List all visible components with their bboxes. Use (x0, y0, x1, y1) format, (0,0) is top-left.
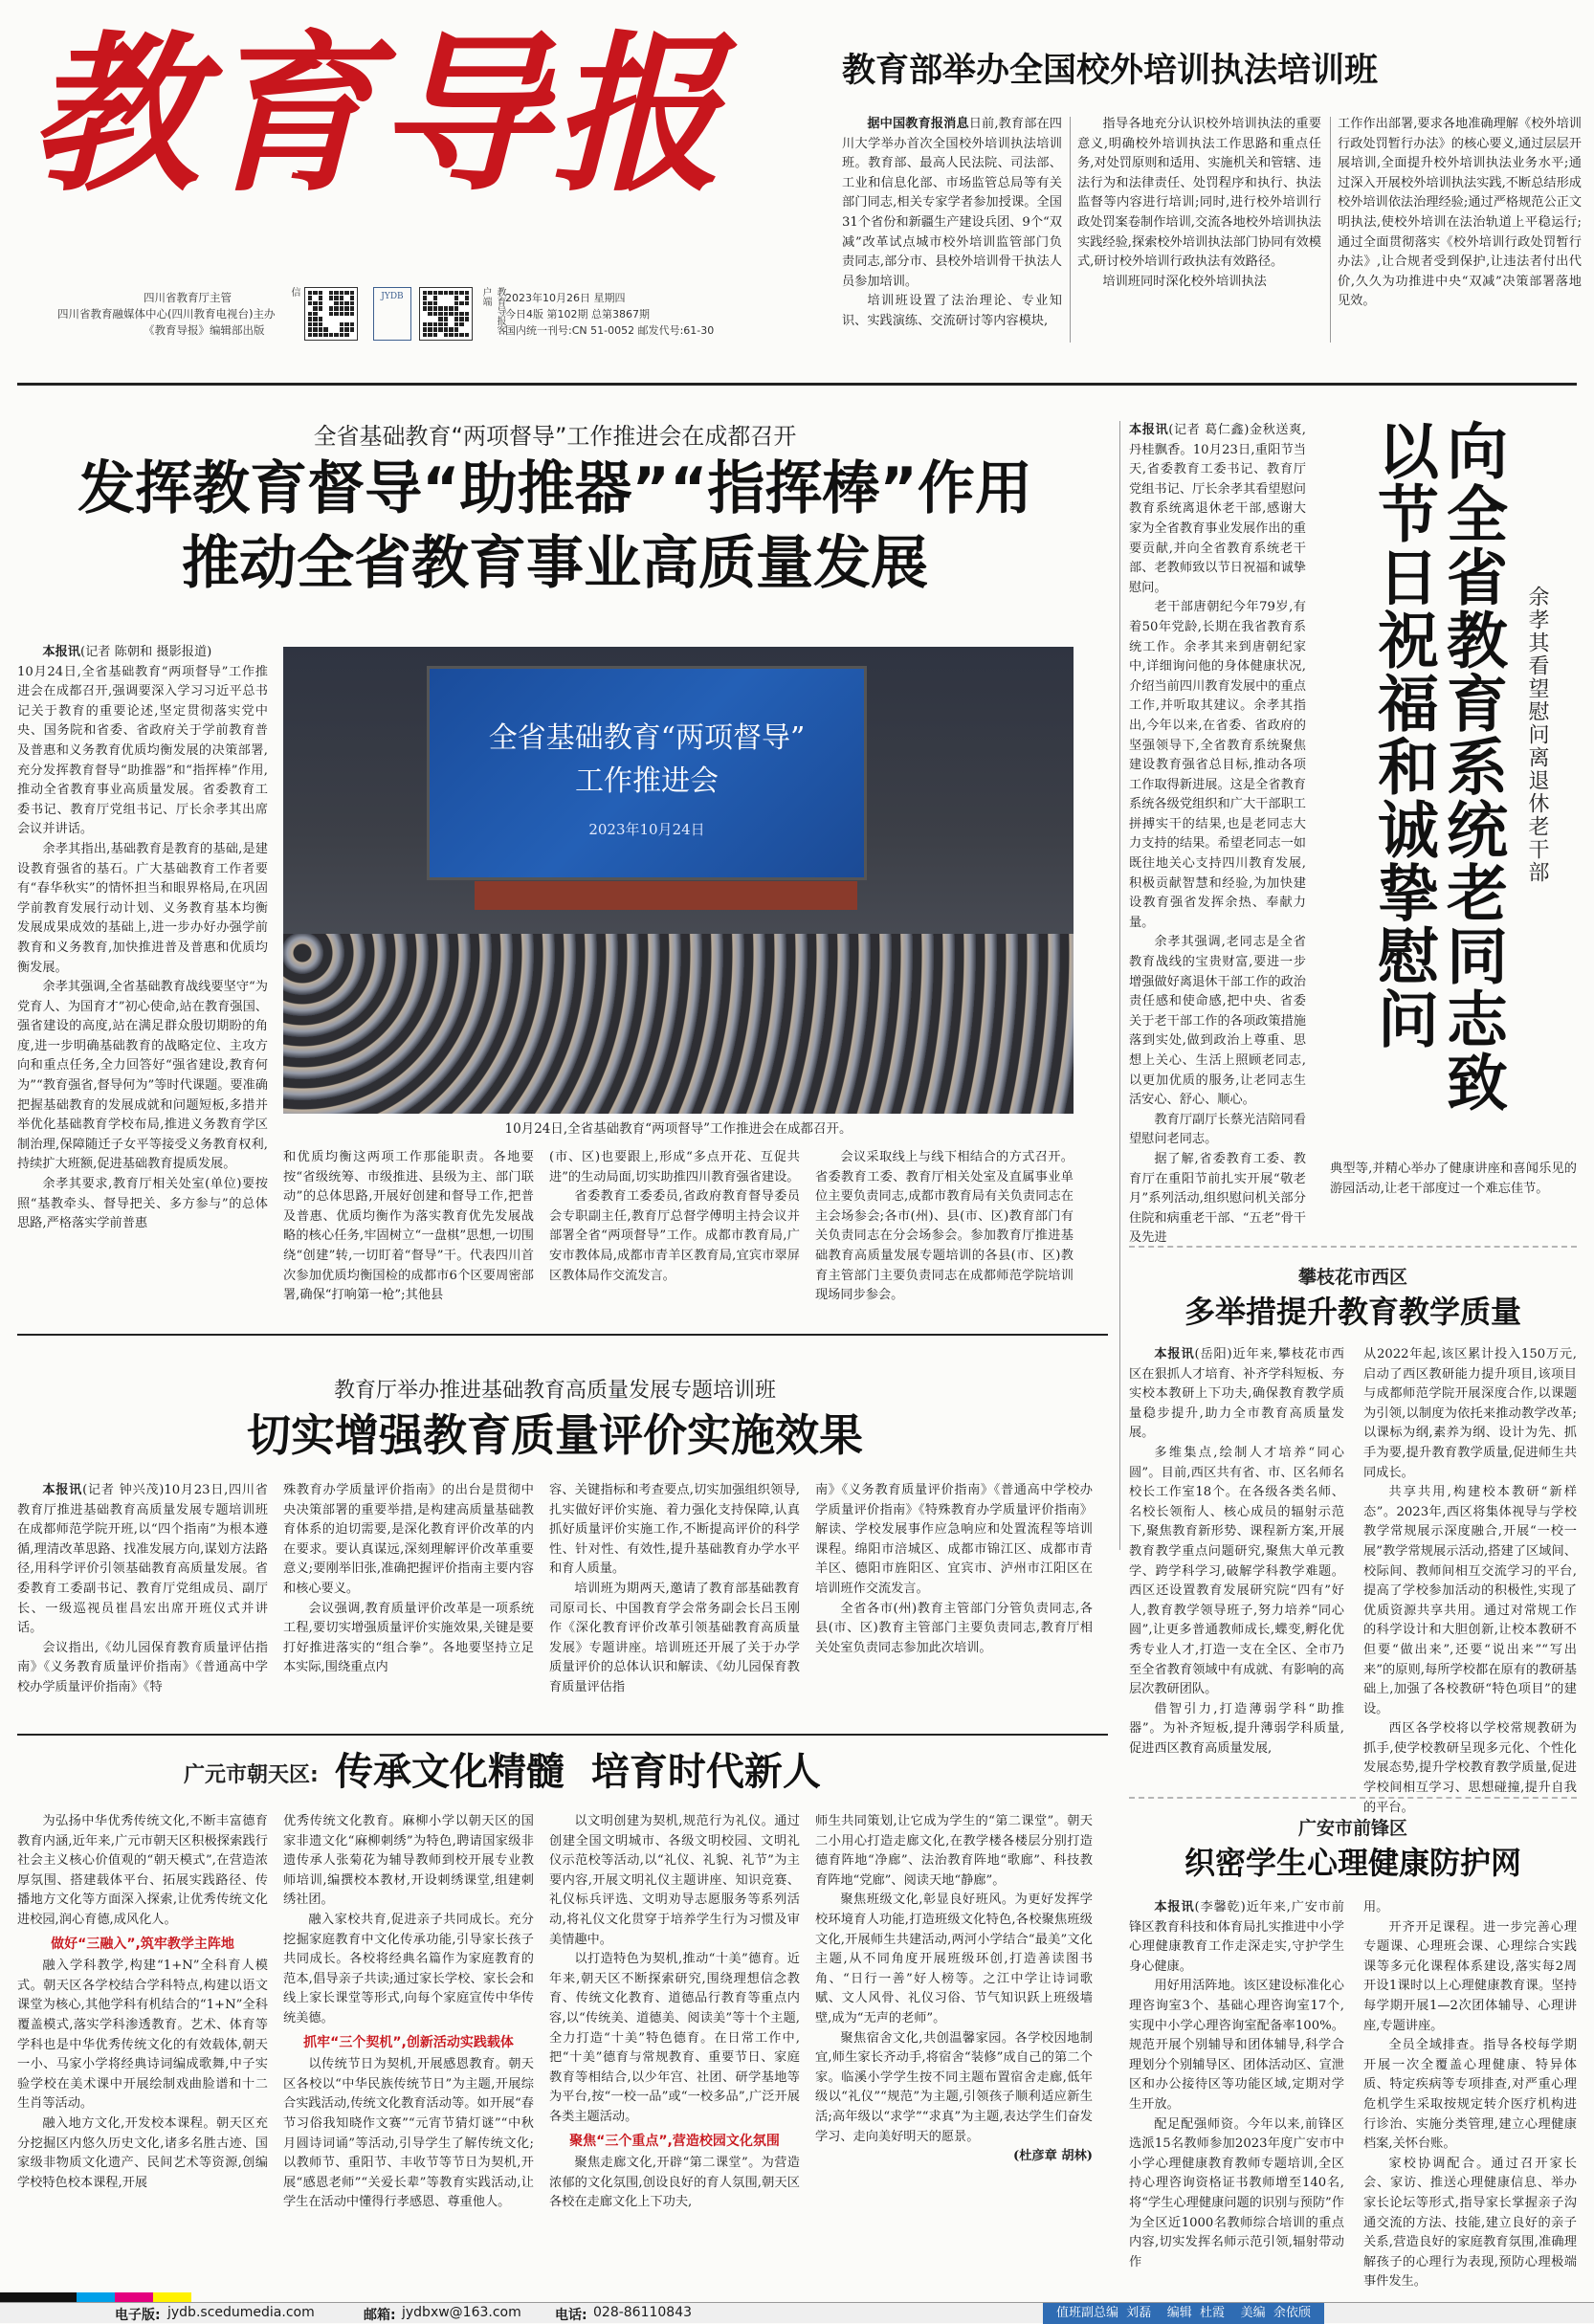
guangyuan-text-2b: 融入家校共育,促进亲子共同成长。充分挖掘家庭教育中文化传承功能,引导家长孩子共同成长。各校将经典名篇作为家庭教育的范本,倡导亲子共读;通过家长学校、家长会和线上家长课堂等形式,向每个家庭宣传中华传统美德。 (283, 1912, 534, 2025)
retiree-text-6: 典型等,并精心举办了健康讲座和喜闻乐见的游园活动,让老干部度过一个难忘佳节。 (1330, 1162, 1577, 1196)
sponsor-line-1: 四川省教育厅主管 (144, 291, 232, 304)
footer-phone-label: 电话: (555, 2308, 587, 2323)
panzhihua-text-2c: 西区各学校将以学校常规教研为抓手,使学校教研呈现多元化、个性化发展态势,提升学校教育教学质量,促进学校间相互学习、思想碰撞,提升自我的平台。 (1363, 1721, 1577, 1815)
panzhihua-col-2 (1363, 1345, 1577, 1815)
lead-byline-rest: (记者 陈朝和 摄影报道) (79, 645, 212, 659)
retiree-vertical-subtitle: 余孝其看望慰问离退休老干部 (1525, 586, 1549, 884)
top-story-text-3: 工作作出部署,要求各地准确理解《校外培训行政处罚暂行办法》的核心要义,通过层层开展培训,全面提升校外培训执法业务水平;通过深入开展校外培训执法实践,不断总结形成校外培训依法治理经验;通过严格规范公正文明执法,使校外培训在法治轨道上平稳运行;通过全面贯彻落实《校外培训行政处罚暂行办法》,让合规者受到保护,让违法者付出代价,久久为功推进中央“双减”决策部署落地见效。 (1338, 117, 1583, 309)
panzhihua-text-1b: 多维集点,绘制人才培养“同心圆”。目前,西区共有省、市、区名师名校长工作室18个。在各级各类名师、名校长领衔人、核心成员的辐射示范下,聚焦教育新形势、课程新方案,开展教育教学重点问题研究,聚焦大单元教学、跨学科学习,破解学科教学难题。西区还设置教育发展研究院“四有”好人,教育教学领导班子,努力培养“同心圆”,让更多普通教师成长,蝶变,孵化优秀专业人才,打造一支在全区、全市乃至全省教育领域中有成就、有影响的高层次教研团队。 (1129, 1445, 1344, 1697)
lead-text-3: (市、区)也要跟上,形成“多点开花、互促共进”的生动局面,切实助推四川教育强省建设。 (549, 1150, 800, 1184)
training-headline: 切实增强教育质量评价实施效果 (247, 1409, 863, 1461)
training-text-4b: 全省各市(州)教育主管部门分管负责同志,各县(市、区)教育主管部门主要负责同志,教育厅相关处室负责同志参加此次培训。 (815, 1601, 1093, 1655)
guangyuan-text-4c: 聚焦宿舍文化,共创温馨家园。各学校因地制宜,师生家长齐动手,将宿舍“装修”成自己的第二个家。临溪小学学生按不同主题布置宿舍走廊,低年级以“礼仪”“规范”为主题,引领孩子顺利适应新生活;高年级以“求学”“求真”为主题,表达学生们奋发学习、走向美好明天的愿景。 (815, 2030, 1093, 2144)
lead-text-1c: 余孝其强调,全省基础教育战线要坚守“为党育人、为国育才”初心使命,站在教育强国、强省建设的高度,站在满足群众殷切期盼的角度,进一步明确基础教育的战略定位、主攻方向和重点任务,全力回答好“强省建设,教育何为”“教育强省,督导何为”等时代课题。要准确把握基础教育的发展成就和问题短板,多措并举优化基础教育学校布局,推进义务教育学区制治理,保障随迁子女平等接受义务教育权利,持续扩大班额,促进基础教育提质发展。 (17, 980, 268, 1172)
guangan-col-1 (1129, 1898, 1344, 2269)
guangan-text-2d: 家校协调配合。通过召开家长会、家访、推送心理健康信息、举办家长论坛等形式,指导家长掌握亲子沟通交流的方法、技能,建立良好的亲子关系,营造良好的家庭教育氛围,准确理解孩子的心理行为表现,预防心理极端事件发生。 (1363, 2156, 1577, 2290)
lead-col-3 (549, 1148, 800, 1320)
guangyuan-subhead-2: 抓牢“三个契机”,创新活动实践载体 (303, 2034, 514, 2050)
training-kicker: 教育厅举办推进基础教育高质量发展专题培训班 (333, 1379, 776, 1403)
retiree-text-5: 据了解,省委教育工委、教育厅在重阳节前扎实开展“敬老月”系列活动,组织慰问机关部分住院和病重老干部、“五老”骨干及先进 (1129, 1151, 1306, 1246)
training-text-2: 殊教育办学质量评价指南》的出台是贯彻中央决策部署的重要举措,是构建高质量基础教育体系的迫切需要,是深化教育评价改革的内在要求。要认真谋远,深刻理解评价改革重要意义;要刚举旧张,准确把握评价指南主要内容和核心要义。 (283, 1483, 534, 1596)
footer-website-label: 电子版: (115, 2308, 161, 2323)
training-text-1: 10月23日,四川省教育厅推进基础教育高质量发展专题培训班在成都师范学院开班,以“四个指南”为根本遵循,理清改革思路、找准发展方向,谋划方法路径,用科学评价引领基础教育高质量发展。省委教育工委副书记、教育厅党组成员、副厅长、一级巡视员崔昌宏出席开班仪式并讲话。 (17, 1483, 268, 1636)
training-text-4: 南》《义务教育质量评价指南》《普通高中学校办学质量评价指南》《特殊教育办学质量评价指南》解读、学校发展事作应急响应和处置流程等培训课程。绵阳市涪城区、成都市锦江区、成都市青羊区、德阳市旌阳区、宜宾市、泸州市江阳区在培训班作交流发言。 (815, 1483, 1093, 1596)
guangyuan-subhead-1: 做好“三融入”,筑牢教学主阵地 (51, 1936, 234, 1952)
sponsor-line-3: 《教育导报》编辑部出版 (144, 323, 265, 337)
top-story-text-1b: 培训班设置了法治理论、专业知识、实践演练、交流研讨等内容模块, (842, 294, 1062, 328)
training-col-2 (283, 1481, 534, 1722)
lead-text-2: 和优质均衡这两项工作那能职责。各地要按“省级统筹、市级推进、县级为主、部门联动”的总体思路,开展好创建和督导工作,把普及普惠、优质均衡作为落实教育优先发展战略的核心任务,牢固树立“一盘棋”思想,一切围绕“创建”转,一切盯着“督导”干。代表四川首次参加优质均衡国检的成都市6个区要周密部署,确保“打响第一枪”;其他县 (283, 1150, 534, 1303)
guangyuan-col-3 (549, 1812, 800, 2268)
guangan-headline: 织密学生心理健康防护网 (1184, 1845, 1521, 1881)
lead-headline-line-2: 推动全省教育事业高质量发展 (182, 530, 928, 597)
photo-screen-date: 2023年10月24日 (588, 821, 705, 838)
footer-website[interactable]: jydb.scedumedia.com (167, 2305, 315, 2320)
guangyuan-col-2 (283, 1812, 534, 2268)
photo-caption: 10月24日,全省基础教育“两项督导”工作推进会在成都召开。 (504, 1121, 852, 1137)
lead-col-2 (283, 1148, 534, 1320)
guangan-kicker: 广安市前锋区 (1297, 1818, 1407, 1839)
training-col-3 (549, 1481, 800, 1722)
publication-codes: 国内统一刊号:CN 51-0052 邮发代号:61-30 (505, 324, 715, 337)
lead-text-4: 会议采取线上与线下相结合的方式召开。省委教育工委、教育厅相关处室及直属事业单位主要负责同志,成都市教育局有关负责同志在主会场参会;各市(州)、县(市、区)教育部门有关负责同志在分会场参会。参加教育厅推进基础教育高质量发展专题培训的各县(市、区)教育主管部门主要负责同志在成都师范学院培训现场同步参会。 (815, 1150, 1074, 1303)
retiree-byline-rest: (记者 葛仁鑫) (1168, 423, 1250, 437)
photo-screen-title-2: 工作推进会 (575, 764, 719, 798)
masthead (0, 0, 832, 383)
retiree-text-3: 余孝其强调,老同志是全省教育战线的宝贵财富,要进一步增强做好离退休干部工作的政治责任感和使命感,把中央、省委关于老干部工作的各项政策措施落到实处,做到政治上尊重、思想上关心、生活上照顾老同志,以更加优质的服务,让老同志生活安心、舒心、顺心。 (1129, 935, 1306, 1108)
guangyuan-subhead-3: 聚焦“三个重点”,营造校园文化氛围 (569, 2133, 780, 2149)
lead-col-1 (17, 643, 268, 1320)
sponsor-line-2: 四川省教育融媒体中心(四川教育电视台)主办 (57, 307, 276, 321)
retiree-text-2: 老干部唐朝纪今年79岁,有着50年党龄,长期在我省教育系统工作。余孝其来到唐朝纪家中,详细询问他的身体健康状况,介绍当前四川教育发展中的重点工作,并听取其建议。余孝其指出,今年以来,在省委、省政府的坚强领导下,全省教育系统聚焦建设教育强省总目标,推动各项工作取得新进展。这是全省教育系统各级党组织和广大干部职工拼搏实干的结果,也是老同志大力支持的结果。希望老同志一如既往地关心支持四川教育发展,积极贡献智慧和经验,为加快建设教育强省发挥余热、奉献力量。 (1129, 600, 1306, 930)
panzhihua-text-2b: 共享共用,构建校本教研“新样态”。2023年,西区将集体视导与学校教学常规展示深度融合,开展“一校一展”教学常规展示活动,搭建了区域间、校际间、教师间相互交流学习的平台,提高了学校参加活动的积极性,实现了优质资源共享共用。通过对常规工作的科学设计和大胆创新,让校本教研不但要“做出来”,还要“说出来”“写出来”的原则,每所学校都在原有的教研基础上,加强了各校教研“特色项目”的建设。 (1363, 1485, 1577, 1716)
guangyuan-text-3b: 以打造特色为契机,推动“十美”德育。近年来,朝天区不断探索研究,围绕理想信念教育、传统文化教育、道德品行教育等重点内容,以“传统美、道德美、阅读美”等十个主题,全力打造“十美”特色德育。在日常工作中,把“十美”德育与常规教育、重要节日、家庭教育等相结合,以少年宫、社团、研学基地等为平台,按“一校一品”或“一校多品”,广泛开展各类主题活动。 (549, 1952, 800, 2124)
retiree-col (1129, 421, 1307, 1246)
masthead-title: 教育导报 (29, 14, 725, 214)
lead-byline: 本报讯 (42, 645, 80, 659)
panzhihua-byline-rest: (岳阳) (1194, 1347, 1232, 1361)
training-byline: 本报讯 (42, 1483, 83, 1497)
logo-text: JYDB (381, 292, 404, 301)
training-text-3: 容、关键指标和考查要点,切实加强组织领导,扎实做好评价实施、着力强化支持保障,认真抓好质量评价实施工作,不断提高评价的科学性、针对性、有效性,提升基础教育办学水平和育人质量。 (549, 1483, 800, 1577)
guangan-text-1c: 配足配强师资。今年以来,前锋区选派15名教师参加2023年度广安市中小学心理健康教育教师专题培训,全区持心理咨询资格证书教师增至140名,将“学生心理健康问题的识别与预防”作为全区近1000名教师综合培训的重点内容,切实发挥名师示范引领,辐射带动作 (1129, 2116, 1344, 2269)
guangan-text-1b: 用好用活阵地。该区建设标准化心理咨询室3个、基础心理咨询室17个,实现中小学心理咨询室配备率100%。规范开展个别辅导和团体辅导,科学合理划分个别辅导区、团体活动区、宣泄区和办公接待区等功能区域,定期对学生开放。 (1129, 1979, 1344, 2112)
panzhihua-text-1: 近年来,攀枝花市西区在狠抓人才培育、补齐学科短板、夯实校本教研上下功夫,确保教育教学质量稳步提升,助力全市教育高质量发展。 (1129, 1347, 1344, 1441)
panzhihua-kicker: 攀枝花市西区 (1297, 1267, 1407, 1288)
guangyuan-author: (杜彦章 胡林) (1012, 2149, 1093, 2164)
lead-kicker: 全省基础教育“两项督导”工作推进会在成都召开 (313, 423, 797, 450)
top-story-text-1: 日前,教育部在四川大学举办首次全国校外培训执法培训班。教育部、最高人民法院、司法部、工业和信息化部、市场监管总局等有关部门同志,相关专家学者参加授课。全国31个省份和新疆生产建设兵团、9个“双减”改革试点城市校外培训监管部门负责同志,部分市、县校外培训骨干执法人员参加培训。 (842, 117, 1062, 289)
guangyuan-text-2: 优秀传统文化教育。麻柳小学以朝天区的国家非遗文化“麻柳刺绣”为特色,聘请国家级非遗传承人张菊花为辅导教师到校开展专业教师培训,编撰校本教材,开设刺绣课堂,组建刺绣社团。 (283, 1814, 534, 1908)
training-text-1b: 会议指出,《幼儿园保育教育质量评估指南》《义务教育质量评价指南》《普通高中学校办学质量评价指南》《特 (17, 1640, 268, 1694)
retiree-vertical-headline (1368, 419, 1506, 1165)
qr-label-1: 信 (289, 287, 299, 297)
issue-date: 2023年10月26日 星期四 (505, 292, 626, 304)
guangan-byline-rest: (李馨乾) (1194, 1900, 1246, 1915)
top-story-headline: 教育部举办全国校外培训执法培训班 (842, 52, 1379, 90)
lead-text-1b: 余孝其指出,基础教育是教育的基础,是建设教育强省的基石。广大基础教育工作者要有“春华秋实”的情怀担当和眼界格局,在巩固学前教育发展行动计划、义务教育基本均衡发展成果成效的基础上,进一步办好办强学前教育和义务教育,加快推进普及普惠和优质均衡发展。 (17, 841, 268, 975)
footer-phone: 028-86110843 (593, 2305, 693, 2320)
guangan-byline: 本报讯 (1154, 1900, 1195, 1915)
footer-email[interactable]: jydbxw@163.com (402, 2305, 521, 2320)
top-story-col-2 (1077, 115, 1321, 344)
guangyuan-headline: 传承文化精髓 培育时代新人 (335, 1750, 821, 1794)
guangyuan-kicker: 广元市朝天区: (184, 1763, 319, 1787)
panzhihua-text-2: 从2022年起,该区累计投入150万元,启动了西区教研能力提升项目,该项目与成都师范学院开展深度合作,以课题为引领,以制度为依托来推动教学改革;以课标为纲,素养为纲、设计为先、抓手为要,提升教育教学质量,促进师生共同成长。 (1363, 1347, 1577, 1480)
guangyuan-text-1c: 融入地方文化,开发校本课程。朝天区充分挖掘区内悠久历史文化,诸多名胜古迹、国家级非物质文化遗产、民间艺术等资源,创编学校特色校本课程,开展 (17, 2115, 268, 2190)
app-qr-code (419, 287, 473, 341)
wechat-qr-code (304, 287, 358, 341)
lead-text-3b: 省委教育工委委员,省政府教育督导委员会专职副主任,教育厅总督学傅明主持会议并部署全省“两项督导”工作。成都市教育局,广安市教体局,成都市青羊区教育局,宜宾市翠屏区教体局作交流发言。 (549, 1189, 800, 1283)
footer-editors: 值班副总编 刘磊 编辑 杜霞 美编 余依颀 (1043, 2303, 1324, 2324)
training-col-1 (17, 1481, 268, 1722)
lead-text-1d: 余孝其要求,教育厅相关处室(单位)要按照“基教牵头、督导把关、多方参与”的总体思路,严格落实学前普惠 (17, 1177, 268, 1231)
guangyuan-text-2c: 以传统节日为契机,开展感恩教育。朝天区各校以“中华民族传统节日”为主题,开展综合实践活动,传统文化教育活动等。如开展“春节习俗我知晓作文赛”“元宵节猜灯谜”“中秋月圆诗词诵”等活动,引导学生了解传统文化;以教师节、重阳节、丰收节等节日为契机,开展“感恩老师”“关爱长辈”等教育实践活动,让学生在活动中懂得行孝感恩、尊重他人。 (283, 2057, 534, 2210)
training-byline-rest: (记者 钟兴茂) (82, 1483, 165, 1497)
issue-number: 今日4版 第102期 总第3867期 (505, 308, 650, 321)
guangan-text-1: 近年来,广安市前锋区教育科技和体育局扎实推进中小学心理健康教育工作走深走实,守护学生身心健康。 (1129, 1900, 1344, 1974)
retiree-byline: 本报讯 (1129, 423, 1169, 437)
retiree-headline-text: 向全省教育系统老同志致以节日祝福和诚挚慰问 (1367, 419, 1507, 1114)
lead-text-1: 10月24日,全省基础教育“两项督导”工作推进会在成都召开,强调要深入学习习近平总书记关于教育的重要论述,坚定贯彻落实党中央、国务院和省委、省政府关于学前教育普及普惠和义务教育优质均衡发展的决策部署,充分发挥教育督导“助推器”和“指挥棒”作用,推动全省教育事业高质量发展。省委教育工委书记、教育厅党组书记、厅长余孝其出席会议并讲话。 (17, 664, 268, 837)
guangan-text-2: 用。 (1363, 1900, 1389, 1915)
guangan-text-2c: 全员全域排查。指导各校每学期开展一次全覆盖心理健康、特异体质、特定疾病等专项排查,对严重心理危机学生采取按规定转介医疗机构进行诊治、实施分类管理,建立心理健康档案,关怀台账。 (1363, 2038, 1577, 2152)
conference-photo (283, 647, 1074, 1114)
guangyuan-text-4b: 聚焦班级文化,彰显良好班风。为更好发挥学校环境育人功能,打造班级文化特色,各校聚焦班级文化,开展师生共建活动,两河小学结合“最美”文化主题,从不同角度开展班级环创,打造善读图书角、“日行一善”好人榜等。之江中学让诗词歌赋、文人风骨、礼仪习俗、节气知识跃上班级墙壁,成为“无声的老师”。 (815, 1892, 1093, 2025)
training-text-3b: 培训班为期两天,邀请了教育部基础教育司原司长、中国教育学会常务副会长吕玉刚作《深化教育评价改革引领基础教育高质量发展》专题讲座。培训班还开展了关于办学质量评价的总体认识和解读、《幼儿园保育教育质量评估指 (549, 1581, 800, 1694)
panzhihua-col-1 (1129, 1345, 1344, 1787)
top-story-text-2b: 培训班同时深化校外培训执法 (1102, 274, 1267, 289)
panzhihua-text-1c: 借智引力,打造薄弱学科“助推器”。为补齐短板,提升薄弱学科质量,促进西区教育高质量发展, (1129, 1701, 1344, 1756)
training-text-2b: 会议强调,教育质量评价改革是一项系统工程,要切实增强质量评价实施效果,关键是要打好推进落实的“组合拳”。各地要坚持立足本实际,围绕重点内 (283, 1601, 534, 1675)
top-story-text-2: 指导各地充分认识校外培训执法的重要意义,明确校外培训执法工作思路和重点任务,对处罚原则和适用、实施机关和管辖、违法行为和法律责任、处罚程序和执行、执法监督等内容进行培训;同时,进行校外培训行政处罚案卷制作培训,交流各地校外培训执法实践经验,探索校外培训执法部门协同有效模式,研讨校外培训行政执法有效路径。 (1077, 117, 1321, 270)
jydb-logo (373, 287, 411, 341)
guangyuan-text-1: 为弘扬中华优秀传统文化,不断丰富德育教育内涵,近年来,广元市朝天区积极探索践行社会主义核心价值观的“朝天模式”,在营造浓厚氛围、搭建载体平台、拓展实践路径、传播地方文化等方面深入探索,让优秀传统文化进校园,润心育德,成风化人。 (17, 1814, 268, 1927)
top-story-col-3 (1338, 115, 1582, 344)
guangyuan-text-3c: 聚焦走廊文化,开辟“第二课堂”。为营造浓郁的文化氛围,创设良好的育人氛围,朝天区各校在走廊文化上下功夫, (549, 2156, 800, 2210)
photo-screen-title-1: 全省基础教育“两项督导” (488, 721, 806, 755)
panzhihua-headline: 多举措提升教育教学质量 (1184, 1294, 1521, 1330)
lead-col-4 (815, 1148, 1074, 1320)
footer-bar (0, 2302, 1594, 2323)
training-col-4 (815, 1481, 1093, 1722)
qr-label-2: 教育导报客户端 (480, 287, 505, 335)
lead-headline-line-1: 发挥教育督导“助推器”“指挥棒”作用 (77, 455, 1032, 522)
photo-podium (475, 881, 857, 910)
guangan-col-2 (1363, 1898, 1577, 2290)
photo-audience (283, 934, 1074, 1114)
footer-email-label: 邮箱: (364, 2308, 396, 2323)
guangyuan-text-3: 以文明创建为契机,规范行为礼仪。通过创建全国文明城市、各级文明校园、文明礼仪示范校等活动,以“礼仪、礼貌、礼节”为主要内容,开展文明礼仪主题讲座、知识竞赛、礼仪标兵评选、文明劝导志愿服务等系列活动,将礼仪文化贯穿于培养学生行为习惯及审美情趣中。 (549, 1814, 800, 1947)
top-story-byline: 据中国教育报消息 (867, 117, 969, 131)
retiree-text-4: 教育厅副厅长蔡光洁陪同看望慰问老同志。 (1129, 1112, 1306, 1147)
top-story-col-1 (842, 115, 1062, 344)
guangyuan-col-4 (815, 1812, 1093, 2268)
guangyuan-text-4: 师生共同策划,让它成为学生的“第二课堂”。朝天二小用心打造走廊文化,在教学楼各楼层分别打造德育阵地“净廊”、法治教育阵地“歌廊”、科技教育阵地“党廊”、阅读天地“静廊”。 (815, 1814, 1093, 1888)
guangan-text-2b: 开齐开足课程。进一步完善心理专题课、心理班会课、心理综合实践课等多元化课程体系建设,落实每2周开设1课时以上心理健康教育课。坚持每学期开展1—2次团体辅导、心理讲座,专题讲座。 (1363, 1919, 1577, 2033)
guangyuan-text-1b: 融入学科教学,构建“1+N”全科育人模式。朝天区各学校结合学科特点,构建以语文课堂为核心,其他学科有机结合的“1+N”全科覆盖模式,落实学科渗透教育。艺术、体育等学科也是中华优秀传统文化的有效载体,朝天一小、马家小学将经典诗词编成歌舞,中子实验学校在美术课中开展绘制戏曲脸谱和十二生肖等活动。 (17, 1959, 268, 2112)
retiree-col-tail (1330, 1160, 1577, 1246)
retiree-text-1: 金秋送爽,丹桂飘香。10月23日,重阳节当天,省委教育工委书记、教育厅党组书记、厅长余孝其看望慰问教育系统离退休老干部,感谢大家为全省教育事业发展作出的重要贡献,并向全省教育系统老干部、老教师致以节日祝福和诚挚慰问。 (1129, 423, 1307, 595)
guangyuan-col-1 (17, 1812, 268, 2268)
panzhihua-byline: 本报讯 (1154, 1347, 1195, 1361)
